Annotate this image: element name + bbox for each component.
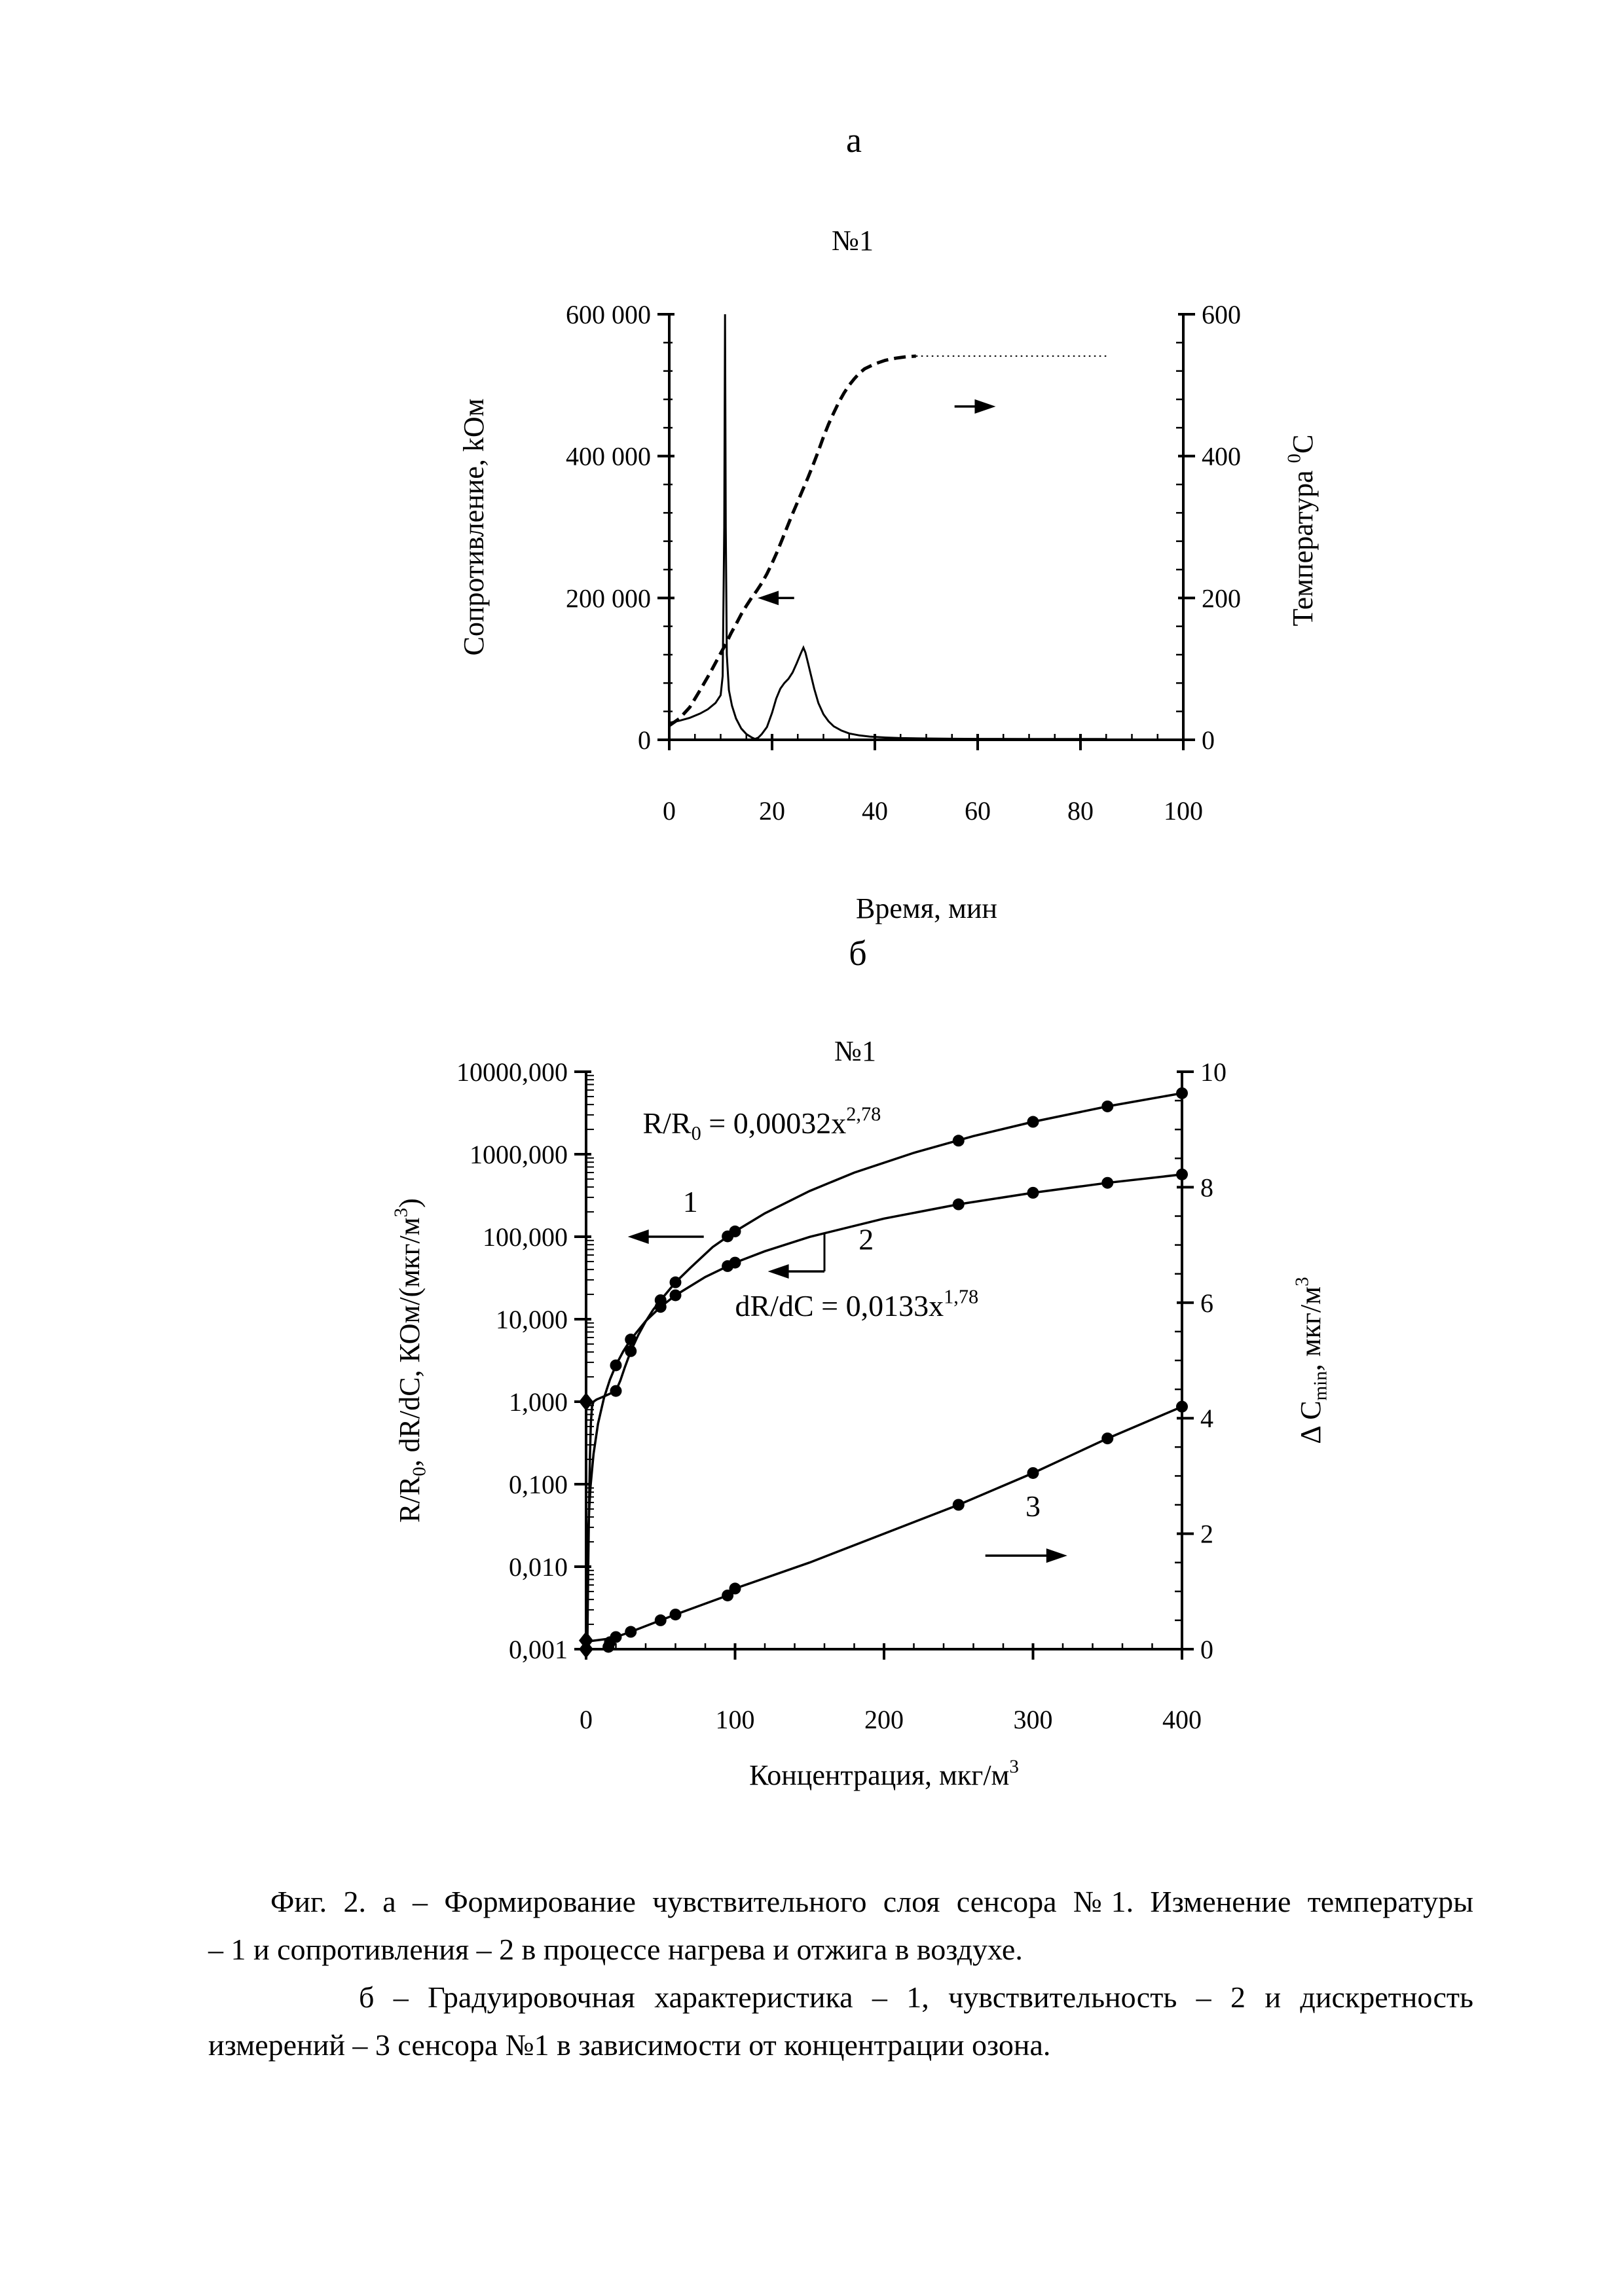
y-left-tick-label: 0,010: [509, 1552, 568, 1582]
y-right-tick-label: 8: [1200, 1173, 1213, 1203]
data-point: [1176, 1087, 1188, 1099]
data-point: [729, 1226, 741, 1237]
curve-number-label: 3: [1025, 1489, 1041, 1523]
y-right-tick-label: 2: [1200, 1519, 1213, 1549]
caption-line-1: Фиг. 2. а – Формирование чувствительного слоя сенсора №1. Изменение температуры: [270, 1885, 1473, 1918]
chart-b-series-3: [586, 1407, 1182, 1642]
data-point: [1101, 1177, 1113, 1189]
curve-number-label: 2: [858, 1222, 874, 1256]
data-point: [1027, 1187, 1039, 1199]
data-point: [1027, 1116, 1039, 1128]
chart-b-x-axis-title: Концентрация, мкг/$м^3$: [749, 1756, 1019, 1791]
y-left-tick-label: 1,000: [509, 1387, 568, 1417]
chart-b: [391, 934, 1331, 1791]
panel-label-b: б: [849, 934, 867, 973]
data-point: [1101, 1432, 1113, 1444]
chart-b-series-1: [587, 1093, 1182, 1643]
arrowhead-icon: [628, 1230, 649, 1244]
caption-line-3: б – Градуировочная характеристика – 1, чувствительность – 2 и дискретность: [359, 1980, 1473, 2014]
chart-a-series-2: [669, 314, 1106, 739]
y-left-tick-label: 1000,000: [470, 1140, 568, 1169]
data-point: [1101, 1101, 1113, 1112]
y-left-tick-label: 600 000: [566, 300, 651, 329]
caption-line-2: – 1 и сопротивления – 2 в процессе нагрева и отжига в воздухе.: [208, 1933, 1023, 1966]
y-left-tick-label: 10,000: [496, 1305, 568, 1334]
data-point: [1176, 1169, 1188, 1180]
x-tick-label: 100: [1164, 796, 1203, 826]
y-left-tick-label: 100,000: [483, 1222, 568, 1252]
chart-b-title: №1: [834, 1035, 876, 1067]
x-tick-label: 0: [580, 1705, 593, 1734]
chart-b-annotation: $R/R_0 = 0,00032x^{2,78}$: [642, 1102, 881, 1144]
data-point: [953, 1135, 965, 1146]
y-left-tick-label: 10000,000: [456, 1057, 568, 1087]
x-tick-label: 100: [715, 1705, 755, 1734]
data-point: [729, 1582, 741, 1594]
chart-a-x-axis-title: Время, мин: [856, 892, 997, 924]
data-point: [670, 1609, 682, 1620]
y-right-tick-label: 10: [1200, 1057, 1227, 1087]
panel-label-a: а: [846, 120, 862, 160]
chart-b-y-right-axis-title: Δ $C_{min}$, мкг/$м^3$: [1291, 1277, 1331, 1444]
y-right-tick-label: 4: [1200, 1404, 1213, 1434]
y-right-tick-label: 200: [1202, 583, 1241, 613]
chart-b-series-2: [587, 1175, 1182, 1649]
data-point: [625, 1626, 637, 1638]
x-tick-label: 80: [1067, 796, 1094, 826]
data-point: [610, 1359, 622, 1371]
chart-b-y-left-axis-title: $R/R_0$, dR/dC, КОм/$(мкг/м^3)$: [390, 1198, 430, 1523]
data-point: [729, 1257, 741, 1269]
y-right-tick-label: 400: [1202, 441, 1241, 471]
y-left-tick-label: 400 000: [566, 441, 651, 471]
arrowhead-icon: [768, 1264, 789, 1279]
data-point: [655, 1301, 667, 1313]
curve-number-label: 1: [682, 1185, 698, 1219]
data-point: [610, 1385, 622, 1397]
arrowhead-icon: [758, 591, 779, 605]
data-point: [1027, 1467, 1039, 1479]
chart-a-axes: [669, 314, 1183, 740]
data-point: [670, 1289, 682, 1301]
chart-a: [458, 120, 1319, 924]
data-point: [655, 1614, 667, 1626]
figure-caption: [208, 1878, 1473, 2069]
x-tick-label: 400: [1162, 1705, 1202, 1734]
chart-a-title: №1: [832, 225, 874, 257]
y-left-tick-label: 0,001: [509, 1635, 568, 1664]
y-left-tick-label: 0,100: [509, 1470, 568, 1499]
y-right-tick-label: 6: [1200, 1288, 1213, 1318]
chart-a-y-right-axis-title: Температура $^0$С: [1283, 434, 1319, 627]
x-tick-label: 200: [864, 1705, 904, 1734]
data-point: [953, 1499, 965, 1511]
data-point: [1176, 1401, 1188, 1413]
data-point: [953, 1199, 965, 1211]
chart-a-y-left-axis-title: Сопротивление, kОм: [458, 398, 490, 656]
y-left-tick-label: 200 000: [566, 583, 651, 613]
y-right-tick-label: 0: [1202, 725, 1215, 755]
chart-b-axes: [586, 1072, 1182, 1649]
y-right-tick-label: 600: [1202, 300, 1241, 329]
arrowhead-icon: [1046, 1548, 1067, 1563]
x-tick-label: 40: [862, 796, 888, 826]
x-tick-label: 300: [1013, 1705, 1053, 1734]
data-point: [610, 1631, 622, 1643]
data-point: [670, 1277, 682, 1288]
arrowhead-icon: [974, 399, 995, 414]
y-right-tick-label: 0: [1200, 1635, 1213, 1664]
chart-b-annotation: $dR/dC = 0,0133x^{1,78}$: [735, 1285, 979, 1322]
x-tick-label: 0: [663, 796, 676, 826]
x-tick-label: 20: [759, 796, 785, 826]
y-left-tick-label: 0: [638, 725, 651, 755]
caption-line-4: измерений – 3 сенсора №1 в зависимости от концентрации озона.: [208, 2028, 1051, 2062]
x-tick-label: 60: [965, 796, 991, 826]
data-point: [625, 1334, 637, 1345]
